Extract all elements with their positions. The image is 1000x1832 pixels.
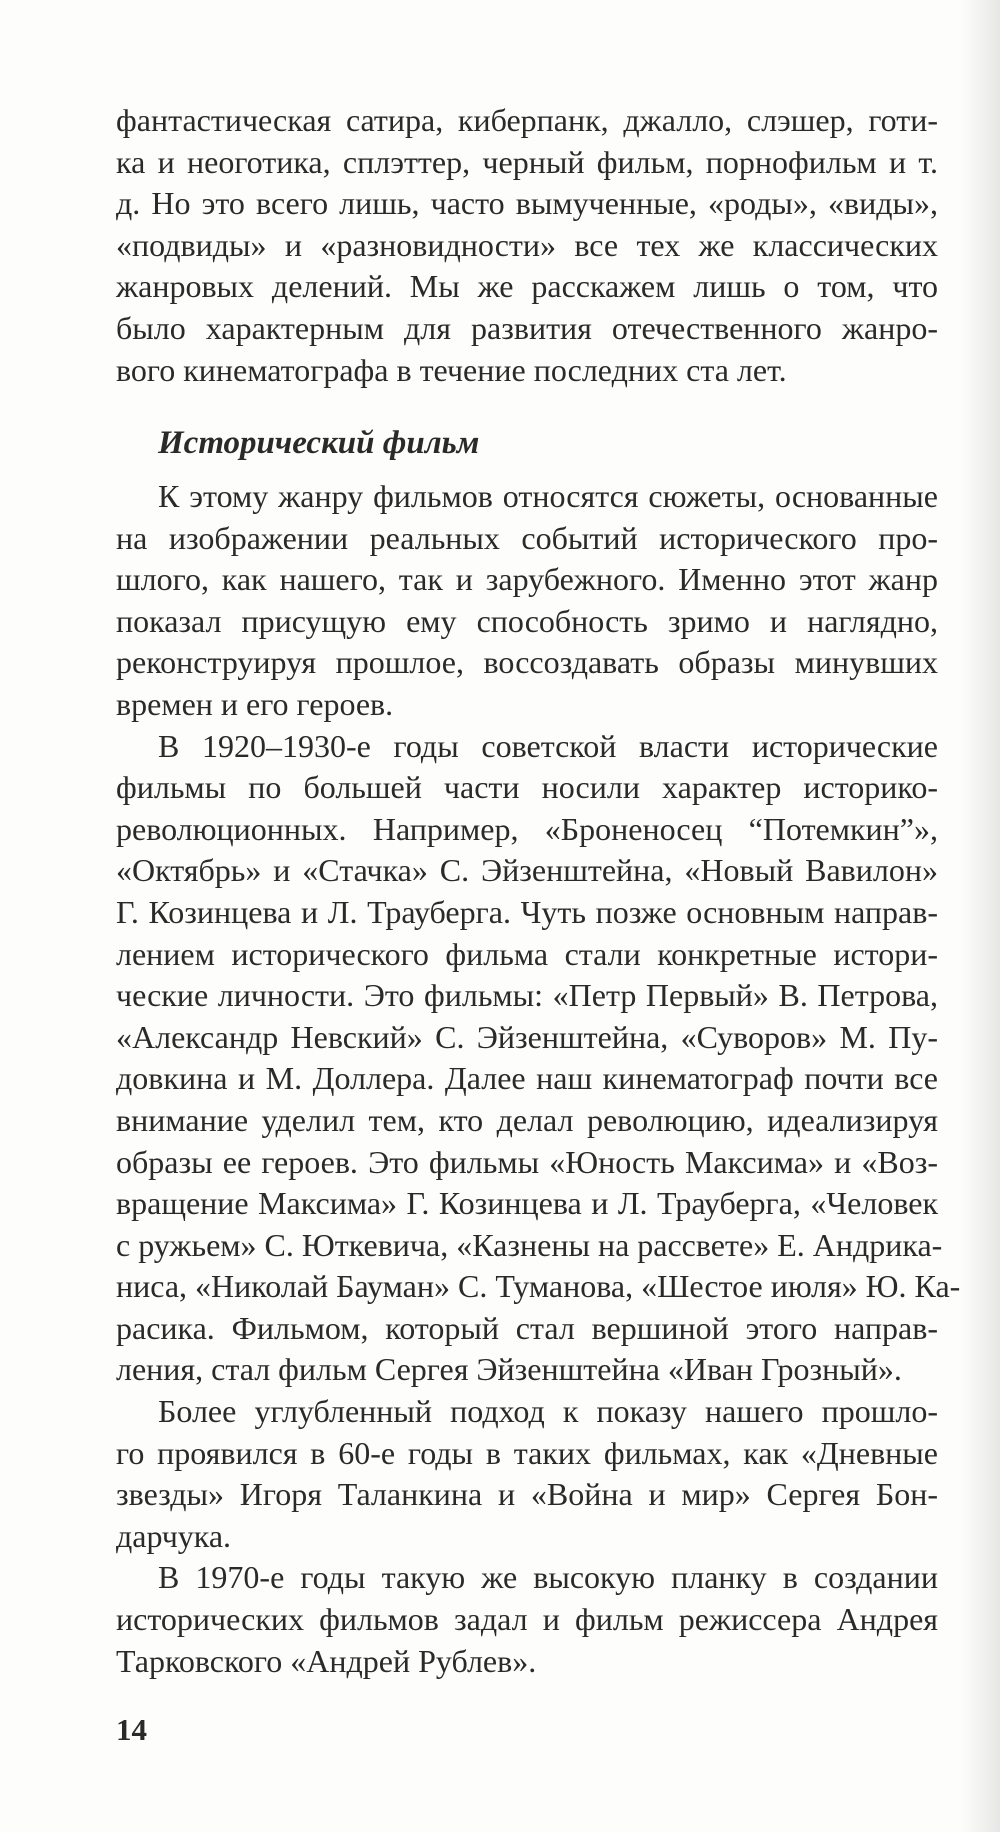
text-line: Тарковского «Андрей Рублев». xyxy=(116,1642,537,1679)
text-line: с ружьем» С. Юткевича, «Казнены на рассвете» Е. Андрика- xyxy=(116,1226,943,1263)
text-line: исторических фильмов задал и фильм режиссера Андрея xyxy=(116,1601,938,1638)
text-line: дарчука. xyxy=(116,1517,232,1554)
section-heading: Исторический фильм xyxy=(158,425,480,461)
text-line: жанровых делений. Мы же расскажем лишь о том, что xyxy=(116,268,938,305)
text-line: было характерным для развития отечественного жанро- xyxy=(116,309,938,346)
text-line: внимание уделил тем, кто делал революцию, идеализируя xyxy=(116,1101,938,1138)
page-edge-shadow xyxy=(960,0,1000,1832)
text-line: времен и его героев. xyxy=(116,685,394,722)
text-line: реконструируя прошлое, воссоздавать образы минувших xyxy=(116,644,938,681)
text-line: революционных. Например, «Броненосец “Потемкин”», xyxy=(116,810,938,847)
text-line: Более углубленный подход к показу нашего прошло- xyxy=(158,1393,938,1430)
text-line: расика. Фильмом, который стал вершиной этого направ- xyxy=(116,1309,938,1346)
text-line: «Александр Невский» С. Эйзенштейна, «Суворов» М. Пу- xyxy=(116,1018,938,1055)
text-line: Г. Козинцева и Л. Трауберга. Чуть позже основным направ- xyxy=(116,893,938,930)
text-line: К этому жанру фильмов относятся сюжеты, основанные xyxy=(158,478,938,514)
text-line: ка и неоготика, сплэттер, черный фильм, порнофильм и т. xyxy=(116,143,938,180)
text-line: вращение Максима» Г. Козинцева и Л. Трауберга, «Человек xyxy=(116,1185,938,1222)
text-line: лением исторического фильма стали конкретные истори- xyxy=(116,935,938,972)
text-line: ления, стал фильм Сергея Эйзенштейна «Иван Грозный». xyxy=(116,1351,902,1388)
text-line: В 1970-е годы такую же высокую планку в создании xyxy=(158,1559,938,1596)
text-line: фантастическая сатира, киберпанк, джалло, слэшер, готи- xyxy=(116,102,938,138)
text-line: образы ее героев. Это фильмы «Юность Максима» и «Воз- xyxy=(116,1143,938,1180)
text-line: д. Но это всего лишь, часто вымученные, «роды», «виды», xyxy=(116,185,938,222)
text-line: довкина и М. Доллера. Далее наш кинематограф почти все xyxy=(116,1060,938,1097)
intro-paragraph xyxy=(116,100,938,391)
text-line: вого кинематографа в течение последних ста лет. xyxy=(116,351,787,388)
section-body xyxy=(116,476,961,1682)
text-line: ческие личности. Это фильмы: «Петр Первый» В. Петрова, xyxy=(116,977,938,1014)
text-line: ниса, «Николай Бауман» С. Туманова, «Шестое июля» Ю. Ка- xyxy=(116,1268,961,1305)
page-number: 14 xyxy=(116,1712,147,1747)
text-line: «Октябрь» и «Стачка» С. Эйзенштейна, «Новый Вавилон» xyxy=(116,852,938,889)
text-line: шлого, как нашего, так и зарубежного. Именно этот жанр xyxy=(116,561,938,598)
text-line: «подвиды» и «разновидности» все тех же классических xyxy=(116,226,938,263)
text-line: го проявился в 60-е годы в таких фильмах, как «Дневные xyxy=(116,1434,938,1471)
text-line: В 1920–1930-е годы советской власти исторические xyxy=(158,727,938,764)
text-line: звезды» Игоря Таланкина и «Война и мир» Сергея Бон- xyxy=(116,1476,938,1513)
text-line: фильмы по большей части носили характер историко- xyxy=(116,769,938,806)
text-line: показал присущую ему способность зримо и наглядно, xyxy=(116,602,938,639)
text-line: на изображении реальных событий исторического про- xyxy=(116,519,938,556)
